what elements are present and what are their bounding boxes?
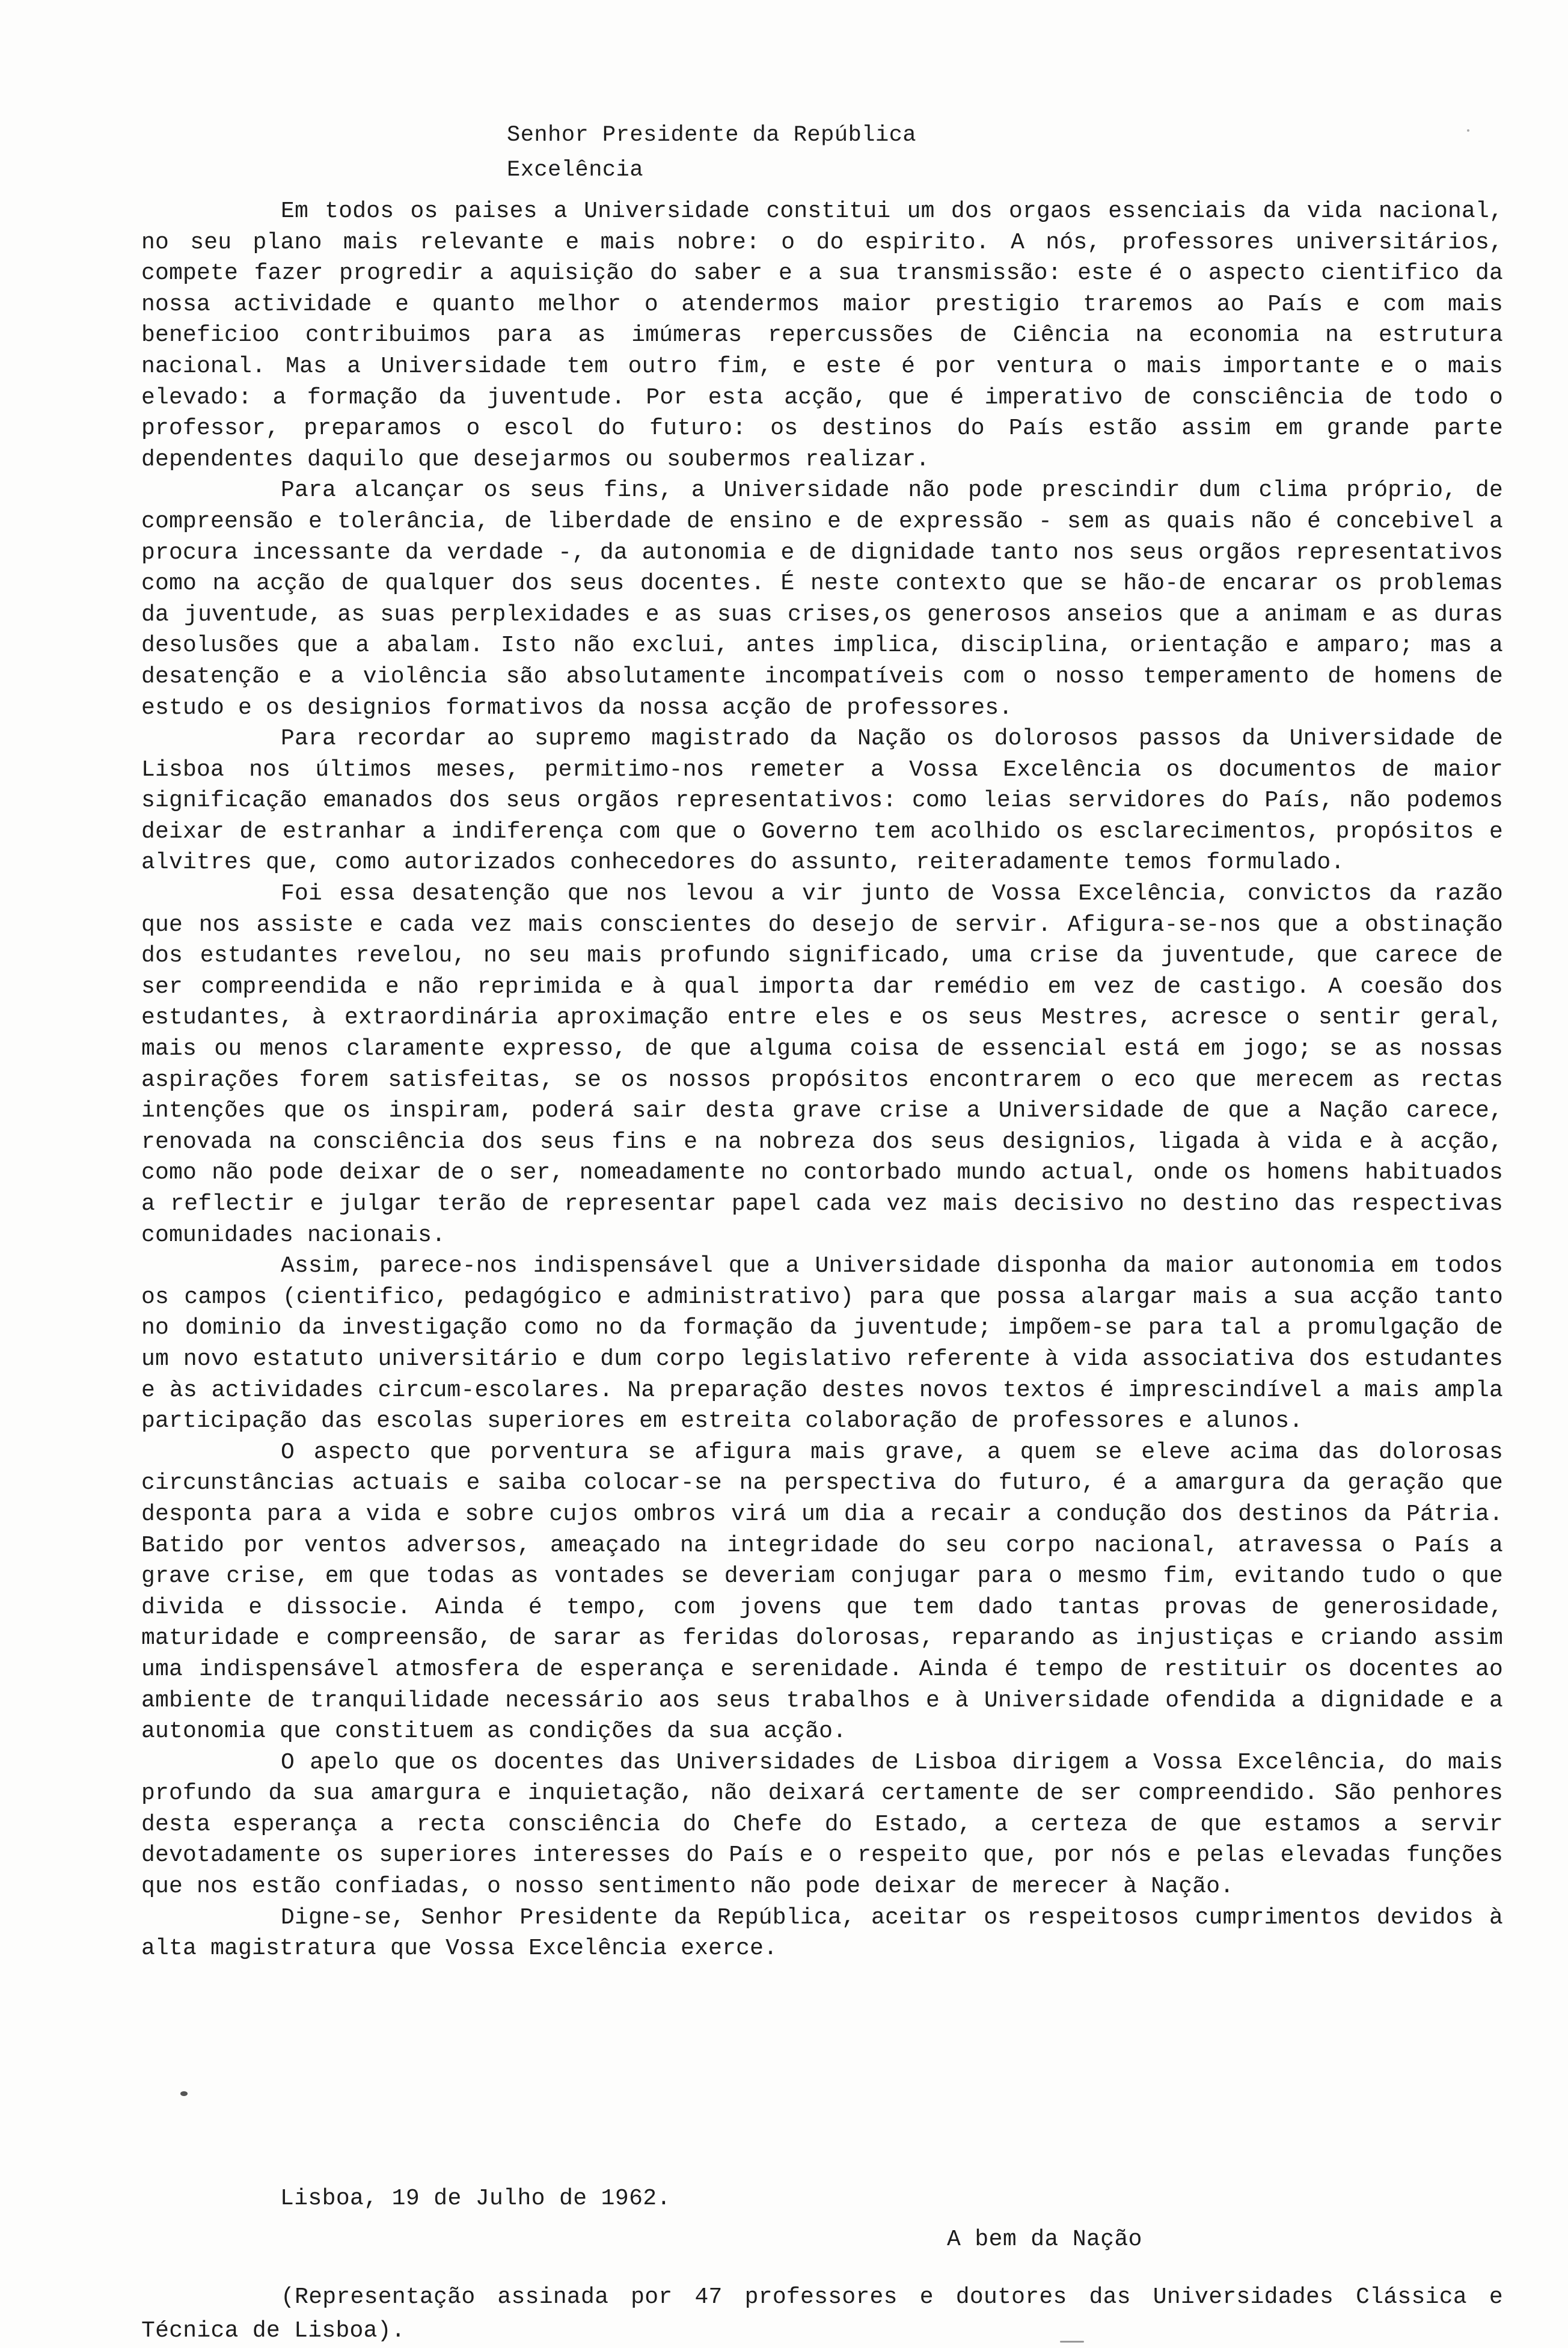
paragraph-7: O apelo que os docentes das Universidades de Lisboa dirigem a Vossa Excelência, do mais profundo da sua amargura e inquietação, não deixará certamente de ser compreendido. São penhores desta esperança a recta consciência do Chefe do Estado, a certeza de que estamos a servir devotadamente os superiores interesses do País e o respeito que, por nós e pelas elevadas funções que nos estão confiadas, o nosso sentimento não pode deixar de merecer à Nação. [141, 1749, 1503, 1900]
salutation-honorific: Excelência [507, 158, 644, 183]
salutation [507, 118, 916, 188]
paragraph-5: Assim, parece-nos indispensável que a Universidade disponha da maior autonomia em todos os campos (cientifico, pedagógico e administrativo) para que possa alargar mais a sua acção tanto no dominio da investigação como no da formação da juventude; impõem-se para tal a promulgação de um novo estatuto universitário e dum corpo legislativo referente à vida associativa dos estudantes e às actividades circum-escolares. Na preparação destes novos textos é imprescindível a mais ampla participação das escolas superiores em estreita colaboração de professores e alunos. [141, 1253, 1503, 1435]
ink-speck [180, 2091, 188, 2096]
ink-speck [1060, 2341, 1084, 2343]
paragraph-8: Digne-se, Senhor Presidente da República, aceitar os respeitosos cumprimentos devidos à alta magistratura que Vossa Excelência exerce. [141, 1904, 1503, 1962]
letter-body [141, 196, 1503, 1964]
place-and-date: Lisboa, 19 de Julho de 1962. [280, 2186, 671, 2212]
paragraph-2: Para alcançar os seus fins, a Universidade não pode prescindir dum clima próprio, de compreensão e tolerância, de liberdade de ensino e de expressão - sem as quais não é concebivel a procura incessante da verdade -, da autonomia e de dignidade tanto nos seus orgãos representativos como na acção de qualquer dos seus docentes. É neste contexto que se hão-de encarar os problemas da juventude, as suas perplexidades e as suas crises,os generosos anseios que a animam e as duras desolusões que a abalam. Isto não exclui, antes implica, disciplina, orientação e amparo; mas a desatenção e a violência são absolutamente incompatíveis com o nosso temperamento de homens de estudo e os designios formativos da nossa acção de professores. [141, 477, 1503, 721]
signature-note: (Representação assinada por 47 professores e doutores das Universidades Clássica e Técnica de Lisboa). [141, 2284, 1503, 2344]
paragraph-6: O aspecto que porventura se afigura mais grave, a quem se eleve acima das dolorosas circunstâncias actuais e saiba colocar-se na perspectiva do futuro, é a amargura da geração que desponta para a vida e sobre cujos ombros virá um dia a recair a condução dos destinos da Pátria. Batido por ventos adversos, ameaçado na integridade do seu corpo nacional, atravessa o País a grave crise, em que todas as vontades se deveriam conjugar para o mesmo fim, evitando tudo o que divida e dissocie. Ainda é tempo, com jovens que tem dado tantas provas de generosidade, maturidade e compreensão, de sarar as feridas dolorosas, reparando as injustiças e criando assim uma indispensável atmosfera de esperança e serenidade. Ainda é tempo de restituir os docentes ao ambiente de tranquilidade necessário aos seus trabalhos e à Universidade ofendida a dignidade e a autonomia que constituem as condições da sua acção. [141, 1439, 1503, 1745]
salutation-addressee: Senhor Presidente da República [507, 123, 917, 148]
paragraph-1: Em todos os paises a Universidade constitui um dos orgaos essenciais da vida nacional, no seu plano mais relevante e mais nobre: o do espirito. A nós, professores universitários, compete fazer progredir a aquisição do saber e a sua transmissão: este é o aspecto cientifico da nossa actividade e quanto melhor o atendermos maior prestigio traremos ao País e com mais beneficioo contribuimos para as imúmeras repercussões de Ciência na economia na estrutura nacional. Mas a Universidade tem outro fim, e este é por ventura o mais importante e o mais elevado: a formação da juventude. Por esta acção, que é imperativo de consciência de todo o professor, preparamos o escol do futuro: os destinos do País estão assim em grande parte dependentes daquilo que desejarmos ou soubermos realizar. [141, 198, 1503, 473]
paragraph-3: Para recordar ao supremo magistrado da Nação os dolorosos passos da Universidade de Lisboa nos últimos meses, permitimo-nos remeter a Vossa Excelência os documentos de maior significação emanados dos seus orgãos representativos: como leias servidores do País, não podemos deixar de estranhar a indiferença com que o Governo tem acolhido os esclarecimentos, propósitos e alvitres que, como autorizados conhecedores do assunto, reiteradamente temos formulado. [141, 726, 1503, 876]
ink-speck [1467, 129, 1469, 132]
closing-formula: A bem da Nação [947, 2227, 1142, 2252]
paragraph-4: Foi essa desatenção que nos levou a vir junto de Vossa Excelência, convictos da razão que nos assiste e cada vez mais conscientes do desejo de servir. Afigura-se-nos que a obstinação dos estudantes revelou, no seu mais profundo significado, uma crise da juventude, que carece de ser compreendida e não reprimida e à qual importa dar remédio em vez de castigo. A coesão dos estudantes, à extraordinária aproximação entre eles e os seus Mestres, acresce o sentir geral, mais ou menos claramente expresso, de que alguma coisa de essencial está em jogo; se as nossas aspirações forem satisfeitas, se os nossos propósitos encontrarem o eco que merecem as rectas intenções que os inspiram, poderá sair desta grave crise a Universidade de que a Nação carece, renovada na consciência dos seus fins e na nobreza dos seus designios, ligada à vida e à acção, como não pode deixar de o ser, nomeadamente no contorbado mundo actual, onde os homens habituados a reflectir e julgar terão de representar papel cada vez mais decisivo no destino das respectivas comunidades nacionais. [141, 881, 1503, 1248]
